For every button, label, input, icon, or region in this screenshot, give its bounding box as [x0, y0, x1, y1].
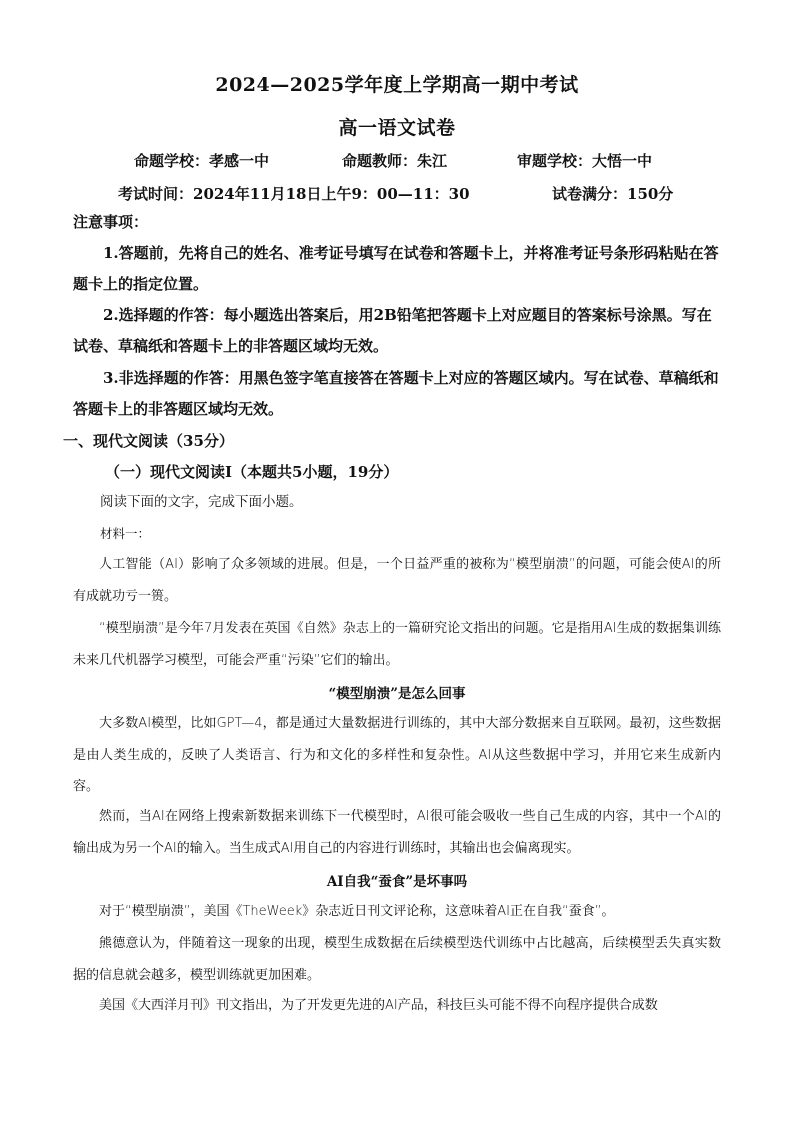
paragraph-4: 然而，当AI在网络上搜索新数据来训练下一代模型时，AI很可能会吸收一些自己生成的内容，其中一个AI的输出成为另一个AI的输入。当生成式AI用自己的内容进行训练时，其输出也会偏离现实。 [73, 809, 721, 856]
material-label: 材料一： [100, 526, 151, 541]
paragraph-1: 人工智能（AI）影响了众多领域的进展。但是，一个日益严重的被称为“模型崩溃”的问题，可能会使AI的所有成就功亏一篑。 [73, 557, 721, 604]
full-score: 试卷满分：150分 [552, 185, 674, 203]
exam-subtitle: 高一语文试卷 [338, 117, 456, 139]
setter-teacher: 命题教师：朱江 [342, 152, 448, 170]
exam-time: 考试时间：2024年11月18日上午9：00—11：30 [118, 185, 470, 203]
notice-item-3: 3.非选择题的作答：用黑色签字笔直接答在答题卡上对应的答题区域内。写在试卷、草稿纸和答题卡上的非答题区域均无效。 [73, 369, 719, 418]
section-heading: 一、现代文阅读（35分） [63, 432, 234, 450]
exam-title: 2024—2025学年度上学期高一期中考试 [215, 74, 579, 96]
paragraph-3: 大多数AI模型，比如GPT—4，都是通过大量数据进行训练的，其中大部分数据来自互联网。最初，这些数据是由人类生成的，反映了人类语言、行为和文化的多样性和复杂性。AI从这些数据中学习，并用它来生成新内容。 [73, 716, 721, 794]
notice-item-1: 1.答题前，先将自己的姓名、准考证号填写在试卷和答题卡上，并将准考证号条形码粘贴在答题卡上的指定位置。 [73, 244, 719, 293]
subheading-2: AI自我“蚕食”是坏事吗 [326, 874, 468, 890]
paragraph-5: 对于“模型崩溃”，美国《TheWeek》杂志近日刊文评论称，这意味着AI正在自我“蚕食”。 [99, 904, 615, 919]
part-heading: （一）现代文阅读Ⅰ（本题共5小题，19分） [105, 463, 399, 481]
paragraph-7: 美国《大西洋月刊》刊文指出，为了开发更先进的AI产品，科技巨头可能不得不向程序提供合成数 [99, 998, 658, 1013]
notice-heading: 注意事项： [73, 213, 149, 231]
notice-item-2: 2.选择题的作答：每小题选出答案后，用2B铅笔把答题卡上对应题目的答案标号涂黑。写在试卷、草稿纸和答题卡上的非答题区域均无效。 [73, 306, 712, 355]
setter-school: 命题学校：孝感一中 [134, 152, 270, 170]
instruction: 阅读下面的文字，完成下面小题。 [100, 494, 303, 510]
reviewer-school: 审题学校：大悟一中 [517, 152, 653, 170]
paragraph-6: 熊德意认为，伴随着这一现象的出现，模型生成数据在后续模型迭代训练中占比越高，后续模型丢失真实数据的信息就会越多，模型训练就更加困难。 [73, 936, 721, 983]
paragraph-2: “模型崩溃”是今年7月发表在英国《自然》杂志上的一篇研究论文指出的问题。它是指用AI生成的数据集训练未来几代机器学习模型，可能会严重“污染”它们的输出。 [73, 621, 721, 668]
subheading-1: “模型崩溃”是怎么回事 [328, 686, 466, 702]
